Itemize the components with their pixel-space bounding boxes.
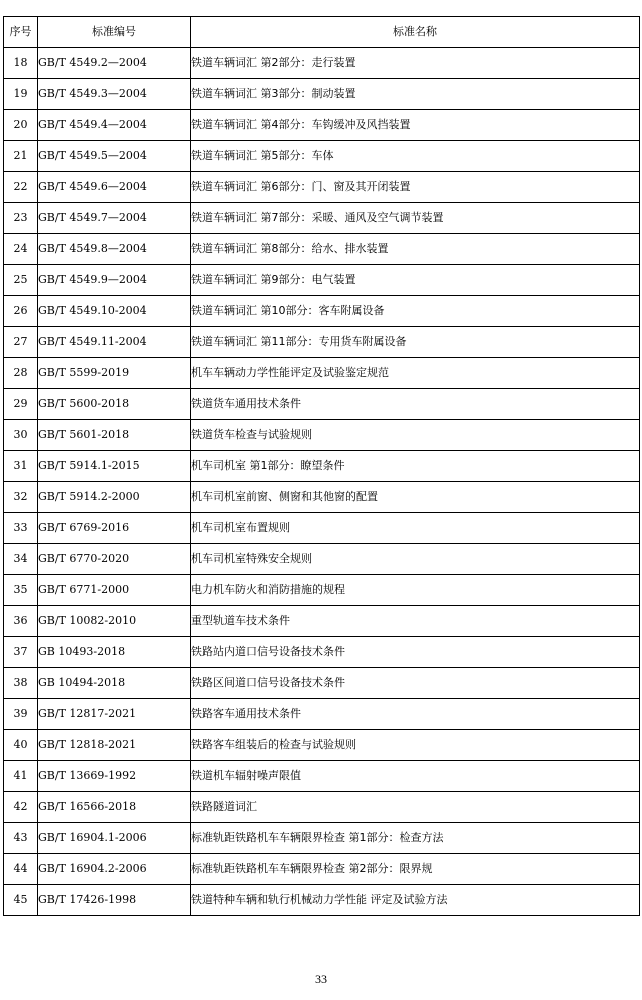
row-standard-name: 电力机车防火和消防措施的规程 [191, 575, 640, 606]
row-standard-code: GB 10493-2018 [38, 637, 191, 668]
row-seq: 33 [4, 513, 38, 544]
row-standard-code: GB/T 4549.10-2004 [38, 296, 191, 327]
row-standard-name: 机车司机室布置规则 [191, 513, 640, 544]
row-standard-code: GB/T 12818-2021 [38, 730, 191, 761]
row-standard-name: 铁道车辆词汇 第2部分：走行装置 [191, 48, 640, 79]
row-standard-code: GB/T 5601-2018 [38, 420, 191, 451]
row-standard-code: GB/T 12817-2021 [38, 699, 191, 730]
table-row [4, 575, 640, 606]
header-seq: 序号 [4, 17, 38, 48]
table-row [4, 172, 640, 203]
table-row [4, 141, 640, 172]
header-code: 标准编号 [38, 17, 191, 48]
row-standard-code: GB 10494-2018 [38, 668, 191, 699]
table-row [4, 358, 640, 389]
row-standard-name: 铁道货车检查与试验规则 [191, 420, 640, 451]
row-standard-code: GB/T 10082-2010 [38, 606, 191, 637]
row-standard-name: 机车车辆动力学性能评定及试验鉴定规范 [191, 358, 640, 389]
table-row [4, 823, 640, 854]
row-standard-name: 铁道车辆词汇 第6部分：门、窗及其开闭装置 [191, 172, 640, 203]
row-seq: 27 [4, 327, 38, 358]
page-number: 33 [315, 972, 327, 986]
table-row [4, 699, 640, 730]
row-standard-code: GB/T 16566-2018 [38, 792, 191, 823]
row-seq: 26 [4, 296, 38, 327]
row-seq: 38 [4, 668, 38, 699]
row-seq: 25 [4, 265, 38, 296]
table-row [4, 761, 640, 792]
row-standard-code: GB/T 4549.2—2004 [38, 48, 191, 79]
row-standard-code: GB/T 5600-2018 [38, 389, 191, 420]
row-seq: 34 [4, 544, 38, 575]
row-standard-code: GB/T 5599-2019 [38, 358, 191, 389]
row-seq: 31 [4, 451, 38, 482]
row-standard-code: GB/T 4549.6—2004 [38, 172, 191, 203]
table-row [4, 79, 640, 110]
table-row [4, 885, 640, 916]
row-seq: 41 [4, 761, 38, 792]
row-standard-code: GB/T 16904.1-2006 [38, 823, 191, 854]
table-row [4, 792, 640, 823]
row-standard-code: GB/T 13669-1992 [38, 761, 191, 792]
row-standard-name: 铁道特种车辆和轨行机械动力学性能 评定及试验方法 [191, 885, 640, 916]
table-row [4, 265, 640, 296]
row-standard-name: 标准轨距铁路机车车辆限界检查 第2部分：限界规 [191, 854, 640, 885]
standards-table [3, 16, 640, 916]
table-row [4, 420, 640, 451]
row-standard-name: 铁道车辆词汇 第9部分：电气装置 [191, 265, 640, 296]
table-row [4, 48, 640, 79]
row-standard-name: 铁路客车通用技术条件 [191, 699, 640, 730]
row-standard-code: GB/T 4549.5—2004 [38, 141, 191, 172]
table-row [4, 234, 640, 265]
table-row [4, 606, 640, 637]
row-standard-name: 铁路隧道词汇 [191, 792, 640, 823]
row-seq: 19 [4, 79, 38, 110]
table-row [4, 451, 640, 482]
row-standard-code: GB/T 6770-2020 [38, 544, 191, 575]
row-standard-name: 铁道车辆词汇 第3部分：制动装置 [191, 79, 640, 110]
row-standard-name: 铁道车辆词汇 第10部分：客车附属设备 [191, 296, 640, 327]
row-seq: 39 [4, 699, 38, 730]
row-standard-code: GB/T 5914.2-2000 [38, 482, 191, 513]
table-row [4, 854, 640, 885]
row-standard-code: GB/T 4549.9—2004 [38, 265, 191, 296]
table-row [4, 730, 640, 761]
row-seq: 44 [4, 854, 38, 885]
row-seq: 23 [4, 203, 38, 234]
table-row [4, 296, 640, 327]
table-row [4, 327, 640, 358]
table-row [4, 389, 640, 420]
row-standard-name: 铁道机车辐射噪声限值 [191, 761, 640, 792]
row-standard-code: GB/T 4549.11-2004 [38, 327, 191, 358]
table-row [4, 513, 640, 544]
row-standard-name: 重型轨道车技术条件 [191, 606, 640, 637]
row-standard-name: 铁道车辆词汇 第4部分：车钩缓冲及风挡装置 [191, 110, 640, 141]
row-standard-code: GB/T 17426-1998 [38, 885, 191, 916]
row-seq: 42 [4, 792, 38, 823]
row-seq: 36 [4, 606, 38, 637]
row-seq: 30 [4, 420, 38, 451]
row-standard-name: 铁路区间道口信号设备技术条件 [191, 668, 640, 699]
row-standard-code: GB/T 4549.8—2004 [38, 234, 191, 265]
table-row [4, 668, 640, 699]
row-standard-name: 铁道车辆词汇 第5部分：车体 [191, 141, 640, 172]
row-standard-name: 铁路站内道口信号设备技术条件 [191, 637, 640, 668]
table-header-row [4, 17, 640, 48]
row-standard-code: GB/T 5914.1-2015 [38, 451, 191, 482]
row-seq: 35 [4, 575, 38, 606]
row-standard-name: 机车司机室 第1部分：瞭望条件 [191, 451, 640, 482]
table-row [4, 544, 640, 575]
row-seq: 18 [4, 48, 38, 79]
row-standard-code: GB/T 4549.3—2004 [38, 79, 191, 110]
table-row [4, 203, 640, 234]
row-seq: 22 [4, 172, 38, 203]
row-seq: 21 [4, 141, 38, 172]
row-standard-name: 铁道车辆词汇 第7部分：采暖、通风及空气调节装置 [191, 203, 640, 234]
row-seq: 37 [4, 637, 38, 668]
row-standard-code: GB/T 4549.7—2004 [38, 203, 191, 234]
row-standard-code: GB/T 6771-2000 [38, 575, 191, 606]
row-standard-name: 机车司机室特殊安全规则 [191, 544, 640, 575]
row-standard-code: GB/T 16904.2-2006 [38, 854, 191, 885]
row-seq: 43 [4, 823, 38, 854]
row-standard-code: GB/T 4549.4—2004 [38, 110, 191, 141]
row-standard-code: GB/T 6769-2016 [38, 513, 191, 544]
row-standard-name: 标准轨距铁路机车车辆限界检查 第1部分：检查方法 [191, 823, 640, 854]
table-row [4, 110, 640, 141]
row-seq: 45 [4, 885, 38, 916]
row-standard-name: 机车司机室前窗、侧窗和其他窗的配置 [191, 482, 640, 513]
row-standard-name: 铁道车辆词汇 第8部分：给水、排水装置 [191, 234, 640, 265]
row-seq: 32 [4, 482, 38, 513]
row-standard-name: 铁道车辆词汇 第11部分：专用货车附属设备 [191, 327, 640, 358]
row-standard-name: 铁道货车通用技术条件 [191, 389, 640, 420]
row-seq: 40 [4, 730, 38, 761]
row-seq: 28 [4, 358, 38, 389]
header-name: 标准名称 [191, 17, 640, 48]
row-seq: 20 [4, 110, 38, 141]
row-standard-name: 铁路客车组装后的检查与试验规则 [191, 730, 640, 761]
row-seq: 24 [4, 234, 38, 265]
row-seq: 29 [4, 389, 38, 420]
table-row [4, 482, 640, 513]
table-row [4, 637, 640, 668]
